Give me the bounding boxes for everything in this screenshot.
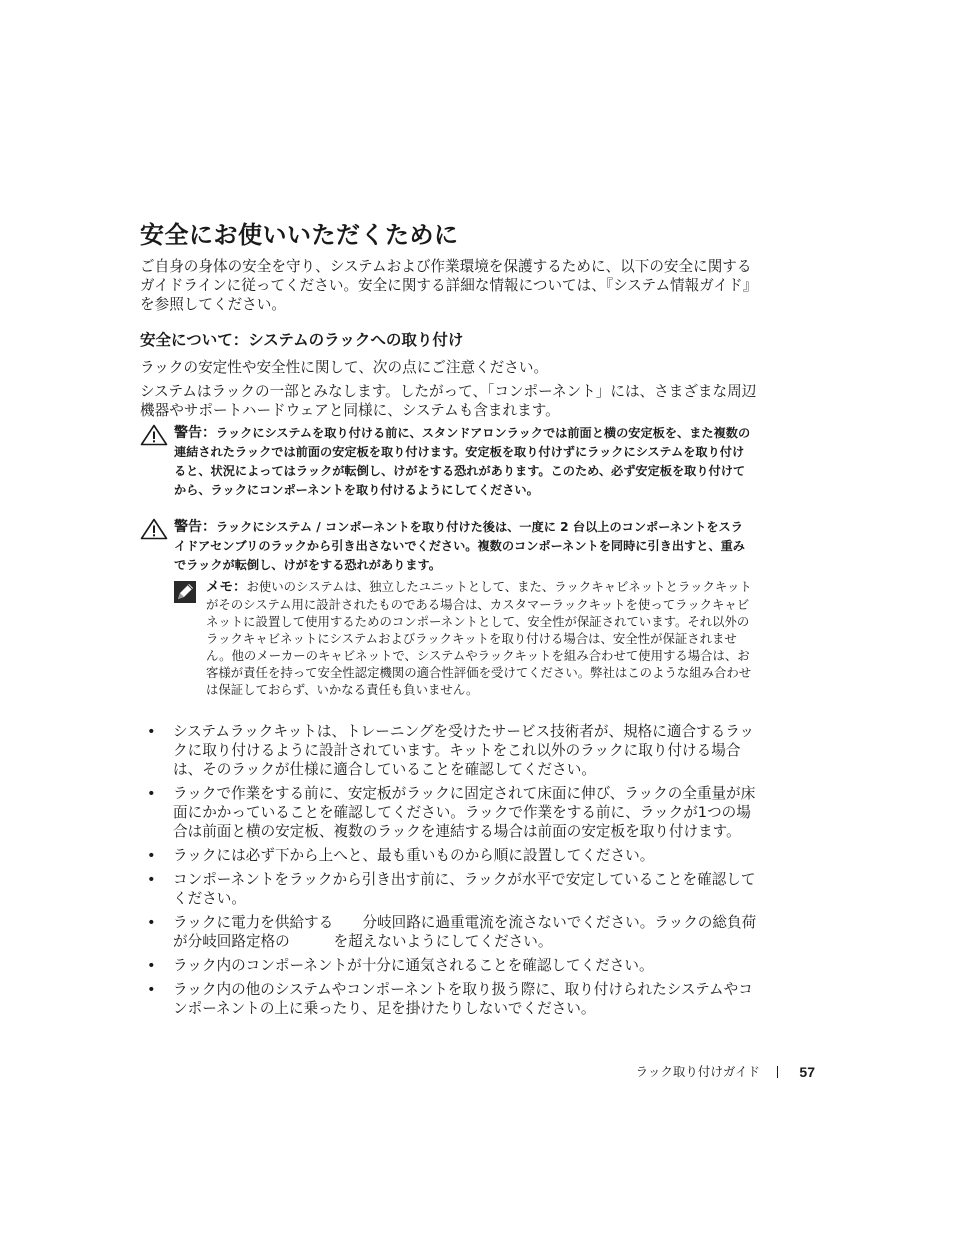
warning-text [174, 518, 754, 575]
list-item-text: ラックには必ず下から上へと、最も重いものから順に設置してください。 [173, 847, 655, 864]
list-item-text: ラック内の他のシステムやコンポーネントを取り扱う際に、取り付けられたシステムやコンポーネントの上に乗ったり、足を掛けたりしないでください。 [173, 981, 753, 1017]
list-item-text: ラック内のコンポーネントが十分に通気されることを確認してください。 [173, 957, 654, 974]
warning-label: 警告： [174, 425, 216, 441]
page-footer [600, 1062, 815, 1082]
note-text [206, 578, 756, 698]
list-item-text: ラックに電力を供給する 分岐回路に過重電流を流さないでください。ラックの総負荷が分岐回路定格の を超えないようにしてください。 [173, 914, 757, 950]
list-item [140, 980, 760, 1018]
paragraph-components: システムはラックの一部とみなします。したがって、「コンポーネント」には、さまざまな周辺機器やサポートハードウェアと同様に、システムも含まれます。 [140, 383, 757, 419]
warning-body: ラックにシステム / コンポーネントを取り付けた後は、一度に 2 台以上のコンポーネントをスライドアセンブリのラックから引き出さないでください。複数のコンポーネントを同時に引き出すと、重みでラックが転倒し、けがをする恐れがあります。 [174, 520, 745, 572]
note-label: メモ： [206, 579, 247, 595]
safety-bullet-list [140, 722, 760, 1023]
page-title: 安全にお使いいただくために [140, 221, 459, 249]
warning-triangle-icon [140, 518, 168, 540]
warning-body: ラックにシステムを取り付ける前に、スタンドアロンラックでは前面と横の安定板を、また複数の連結されたラックでは前面の安定板を取り付けます。安定板を取り付けずにラックにシステムを取り付けると、状況によってはラックが転倒し、けがをする恐れがあります。このため、必ず安定板を取り付けてから、ラックにコンポーネントを取り付けるようにしてください。 [174, 426, 751, 497]
footer-divider [777, 1066, 778, 1078]
bullet-icon: • [147, 785, 156, 802]
list-item [140, 846, 760, 865]
section-heading: 安全について：システムのラックへの取り付け [140, 331, 464, 349]
bullet-icon: • [147, 723, 156, 740]
paragraph-stability: ラックの安定性や安全性に関して、次の点にご注意ください。 [140, 359, 549, 376]
intro-paragraph: ご自身の身体の安全を守り、システムおよび作業環境を保護するために、以下の安全に関するガイドラインに従ってください。安全に関する詳細な情報については、『システム情報ガイド』を参照してください。 [140, 258, 758, 313]
list-item [140, 784, 760, 841]
bullet-icon: • [147, 847, 156, 864]
bullet-icon: • [147, 914, 156, 931]
page-number: 57 [799, 1064, 815, 1080]
bullet-icon: • [147, 981, 156, 998]
warning-text [174, 424, 754, 500]
list-item-text: コンポーネントをラックから引き出す前に、ラックが水平で安定していることを確認してください。 [173, 871, 756, 907]
bullet-icon: • [147, 871, 156, 888]
warning-triangle-icon [140, 424, 168, 446]
list-item-text: システムラックキットは、トレーニングを受けたサービス技術者が、規格に適合するラックに取り付けるように設計されています。キットをこれ以外のラックに取り付ける場合は、そのラックが仕様に適合していることを確認してください。 [173, 723, 755, 778]
list-item [140, 956, 760, 975]
note-body: お使いのシステムは、独立したユニットとして、また、ラックキャビネットとラックキットがそのシステム用に設計されたものである場合は、カスタマーラックキットを使ってラックキャビネットに設置して使用するためのコンポーネントとして、安全性が保証されています。それ以外のラックキャビネットにシステムおよびラックキットを取り付ける場合は、安全性が保証されません。他のメーカーのキャビネットで、システムやラックキットを組み合わせて使用する場合は、お客様が責任を持って安全性認定機関の適合性評価を受けてください。弊社はこのような組み合わせは保証しておらず、いかなる責任も負いません。 [206, 579, 752, 697]
list-item [140, 722, 760, 779]
footer-guide-title: ラック取り付けガイド [635, 1064, 760, 1079]
warning-label: 警告： [174, 519, 216, 535]
note-pencil-icon [174, 581, 196, 603]
bullet-icon: • [147, 957, 156, 974]
list-item [140, 913, 760, 951]
list-item [140, 870, 760, 908]
list-item-text: ラックで作業をする前に、安定板がラックに固定されて床面に伸び、ラックの全重量が床面にかかっていることを確認してください。ラックで作業をする前に、ラックが1つの場合は前面と横の安定板、複数のラックを連結する場合は前面の安定板を取り付けます。 [173, 785, 756, 840]
